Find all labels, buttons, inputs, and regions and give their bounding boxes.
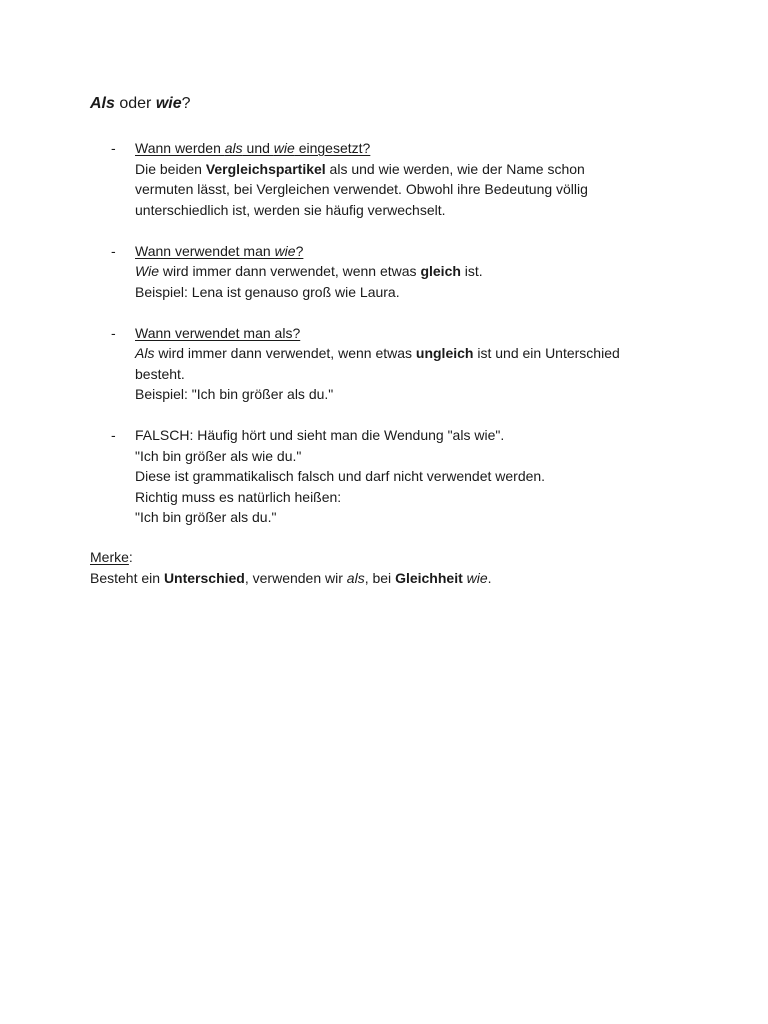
text-run-italic: wie — [273, 140, 295, 156]
item-1-line-1 — [135, 159, 690, 180]
text-run: Wann werden — [135, 140, 225, 156]
text-run: ? — [295, 242, 304, 259]
text-run-italic: als — [224, 140, 243, 156]
text-run: . — [487, 569, 492, 586]
text-run: : — [128, 549, 133, 565]
text-run-italic: Wie — [135, 263, 159, 279]
merke-section — [90, 547, 492, 588]
text-run: wird immer dann verwendet, wenn etwas — [159, 263, 421, 279]
list-item-2 — [90, 241, 690, 303]
merke-heading — [90, 547, 492, 568]
text-run-bold: Gleichheit — [395, 569, 463, 586]
item-3-line-2: besteht. — [135, 365, 185, 382]
list-dash: - — [111, 324, 116, 341]
text-run: als und wie werden, wie der Name schon — [325, 160, 585, 177]
list-item-1 — [90, 138, 690, 220]
item-2-line-1 — [135, 261, 690, 282]
text-run-italic: Als — [135, 345, 155, 361]
text-run: Die beiden — [135, 160, 206, 177]
merke-text — [90, 568, 492, 589]
title-oder: oder — [114, 95, 156, 112]
item-1-line-3: unterschiedlich ist, werden sie häufig verwechselt. — [135, 201, 446, 218]
item-1-heading — [135, 138, 690, 159]
title-wie: wie — [155, 95, 182, 112]
text-run: wird immer dann verwendet, wenn etwas — [154, 345, 416, 361]
text-run: und — [242, 140, 274, 156]
title-als: Als — [90, 95, 115, 112]
item-4-line-3: Diese ist grammatikalisch falsch und darf nicht verwendet werden. — [135, 468, 546, 484]
item-3-heading: Wann verwendet man als? — [135, 324, 301, 341]
text-run-italic: als — [346, 569, 365, 586]
item-1-line-2: vermuten lässt, bei Vergleichen verwendet. Obwohl ihre Bedeutung völlig — [135, 181, 588, 197]
text-run: , verwenden wir — [244, 569, 347, 586]
item-4-line-4: Richtig muss es natürlich heißen: — [135, 488, 342, 505]
list-dash: - — [111, 140, 116, 156]
item-3-line-1 — [135, 343, 690, 364]
text-run-bold: ungleich — [415, 345, 474, 361]
item-2-line-2: Beispiel: Lena ist genauso groß wie Laura. — [135, 283, 400, 300]
item-3-line-3: Beispiel: "Ich bin größer als du." — [135, 386, 334, 402]
text-run-bold: Vergleichspartikel — [205, 160, 326, 177]
list-dash: - — [111, 242, 116, 259]
item-4-line-2: "Ich bin größer als wie du." — [135, 447, 302, 464]
item-4-line-5: "Ich bin größer als du." — [135, 509, 277, 525]
bullet-list — [90, 138, 690, 528]
list-item-4 — [90, 425, 690, 528]
text-run: ist. — [460, 263, 483, 279]
item-2-heading — [135, 241, 690, 262]
list-item-3 — [90, 323, 690, 405]
text-run-italic: wie — [274, 242, 296, 259]
text-run: Besteht ein — [90, 569, 164, 586]
page-title — [90, 92, 191, 116]
text-run: , bei — [364, 569, 396, 586]
text-run-italic: wie — [466, 569, 488, 586]
text-run: ist und ein Unterschied — [473, 345, 620, 361]
text-run-bold: Unterschied — [163, 569, 245, 586]
list-dash: - — [111, 427, 116, 443]
text-run-bold: gleich — [420, 263, 461, 279]
merke-label: Merke — [90, 549, 129, 565]
text-run: Wann verwendet man — [135, 242, 275, 259]
text-run: eingesetzt? — [294, 140, 371, 156]
item-4-line-1: FALSCH: Häufig hört und sieht man die Wendung "als wie". — [135, 427, 505, 443]
title-question-mark: ? — [181, 95, 191, 112]
